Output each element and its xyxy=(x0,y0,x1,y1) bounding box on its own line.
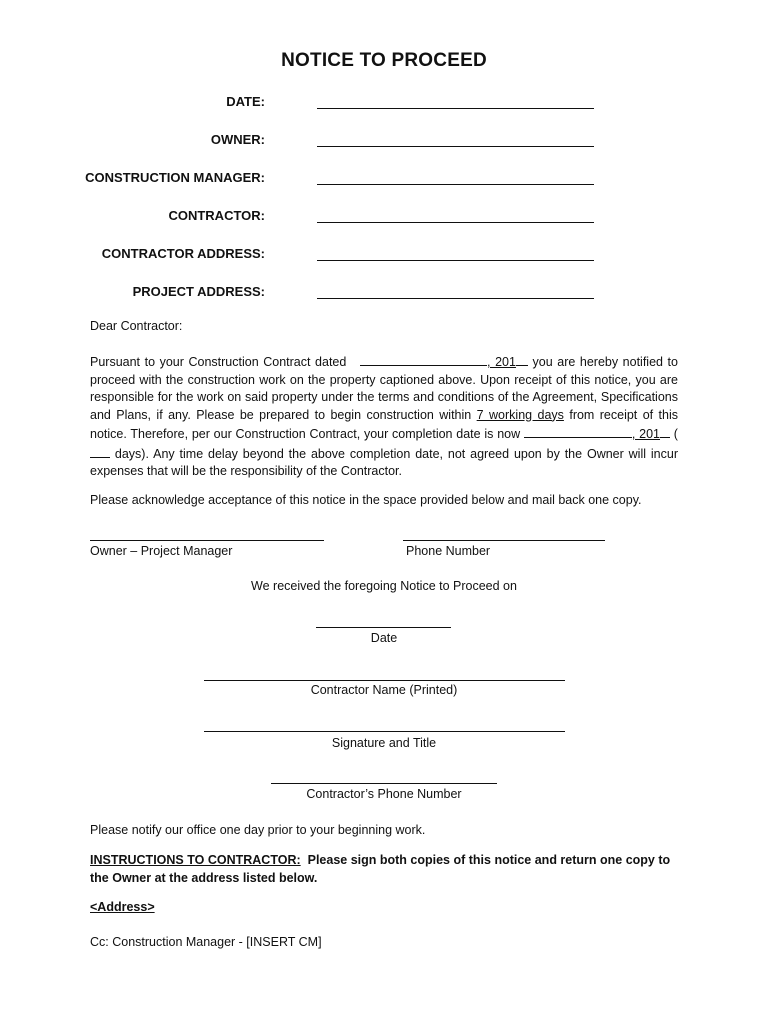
body-text-c: you are hereby notified to proceed with the construction work on the property captioned above. Upon receipt of this notice, you are responsible for the work on said property under the terms and conditions of the Agreement, Specifications and Plans, if any. Please be prepared to begin construction within xyxy=(90,355,678,422)
contractor-phone-label: Contractor’s Phone Number xyxy=(306,787,462,801)
contract-year-blank[interactable] xyxy=(516,352,528,366)
field-contractor xyxy=(0,208,768,228)
body-paragraph xyxy=(90,352,678,481)
received-text: We received the foregoing Notice to Proceed on xyxy=(251,579,517,593)
signature-title-line[interactable] xyxy=(204,731,565,732)
signature-title-label: Signature and Title xyxy=(331,736,437,750)
days-count-blank[interactable] xyxy=(90,444,110,458)
field-owner xyxy=(0,132,768,152)
field-label-construction-manager: CONSTRUCTION MANAGER: xyxy=(85,170,265,185)
working-days-text: 7 working days xyxy=(476,407,564,422)
body-text-g: days). Any time delay beyond the above completion date, not agreed upon by the Owner will incur expenses that will be the responsibility of the Contractor. xyxy=(90,446,678,478)
acknowledge-paragraph: Please acknowledge acceptance of this notice in the space provided below and mail back one copy. xyxy=(90,493,642,507)
completion-date-blank[interactable] xyxy=(524,424,632,438)
salutation: Dear Contractor: xyxy=(90,319,183,333)
body-text-b: , 201 xyxy=(487,355,516,369)
field-label-owner: OWNER: xyxy=(210,132,265,147)
page-title: NOTICE TO PROCEED xyxy=(281,50,487,71)
received-date-line[interactable] xyxy=(316,627,451,628)
field-line-project-address[interactable] xyxy=(317,298,594,299)
field-line-owner[interactable] xyxy=(317,146,594,147)
field-label-contractor: CONTRACTOR: xyxy=(168,208,265,223)
instructions-text: Please sign both copies of this notice and return one copy to the Owner at the address listed below. xyxy=(90,853,671,885)
field-project-address xyxy=(0,284,768,304)
body-text-d: from receipt of this notice. Therefore, per our Construction Contract, your completion date is now xyxy=(90,407,678,441)
field-label-project-address: PROJECT ADDRESS: xyxy=(132,284,265,299)
date-label: Date xyxy=(370,631,398,645)
contractor-name-label: Contractor Name (Printed) xyxy=(310,683,458,697)
body-text-e: , 201 xyxy=(631,427,661,441)
field-label-contractor-address: CONTRACTOR ADDRESS: xyxy=(101,246,265,261)
contract-date-blank[interactable] xyxy=(360,352,487,366)
field-line-contractor[interactable] xyxy=(317,222,594,223)
owner-label: Owner – Project Manager xyxy=(90,544,233,558)
instructions-paragraph xyxy=(90,852,678,887)
field-label-date: DATE: xyxy=(226,94,265,109)
body-text-a: Pursuant to your Construction Contract dated xyxy=(90,355,347,369)
field-contractor-address xyxy=(0,246,768,266)
field-line-contractor-address[interactable] xyxy=(317,260,594,261)
field-date xyxy=(0,94,768,114)
cc-line: Cc: Construction Manager - [INSERT CM] xyxy=(90,935,322,949)
field-line-construction-manager[interactable] xyxy=(317,184,594,185)
contractor-name-line[interactable] xyxy=(204,680,565,681)
completion-year-blank[interactable] xyxy=(660,424,670,438)
address-placeholder-text: <Address> xyxy=(90,900,155,914)
body-text-f: ( xyxy=(673,427,678,441)
field-line-date[interactable] xyxy=(317,108,594,109)
field-construction-manager xyxy=(0,170,768,190)
instructions-heading: INSTRUCTIONS TO CONTRACTOR: xyxy=(90,853,301,867)
owner-signature-line[interactable] xyxy=(90,540,324,541)
phone-label: Phone Number xyxy=(406,544,491,558)
address-placeholder xyxy=(90,899,678,917)
phone-number-line[interactable] xyxy=(403,540,605,541)
notify-text: Please notify our office one day prior to your beginning work. xyxy=(90,823,426,837)
contractor-phone-line[interactable] xyxy=(271,783,497,784)
